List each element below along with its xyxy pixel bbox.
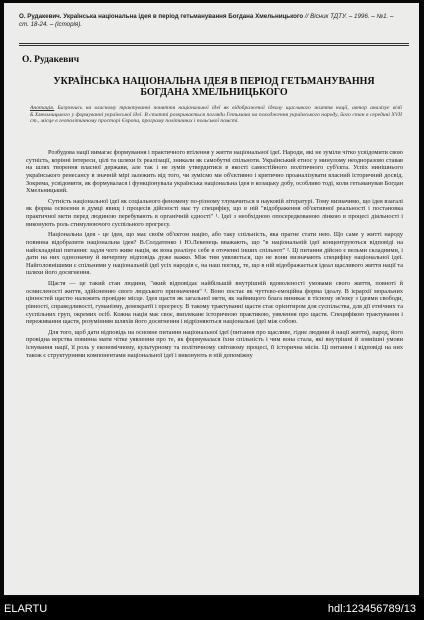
footer-handle[interactable]: hdl:123456789/13 [327,603,416,615]
header-rule-bottom [19,45,409,46]
citation-journal: // Вісник ТДТУ. – 1996. – №1. – ст. 18-24. – (історія). [19,13,394,28]
article-title: УКРАЇНСЬКА НАЦІОНАЛЬНА ІДЕЯ В ПЕРІОД ГЕТЬМАНУВАННЯ БОГДАНА ХМЕЛЬНИЦЬКОГО [53,76,375,98]
citation-header [19,13,404,29]
header-rule-top [19,43,409,44]
footer-repository-name: ELARTU [4,603,48,615]
body-paragraph: Сутність національної ідеї як соціального феномену по-різному тлумачиться в науковій літературі. Тому визначимо, що ідея взагалі як форма освоєння в думці явищ і процесів дійсності має ту специфіку, що в ній "відображення об'єктивної реальності і постановка практичної мети перед людиною перебувають в органічній єдності" ¹. Ідеї з необхідною опосередкованою лінкою в процесі діяльності і виконують роль стимулюючого суспільного прогресу. [26,197,403,228]
body-paragraph: Розбудова нації вимагає формування і практичного втілення у життя національної ідеї. Народи, які не зуміли чітко усвідомити свою сутність, корінні інтереси, цілі та шляхи їх реалізації, зникали як самобутні спільноти. Український етнос у минулому неодноразово ставав на шлях творення власної держави, але так і не зумів утвердитися в якості самостійного політичного суб'єкта. Успіх нинішнього українського ренесансу в значній мірі залежить від того, чи зумісмо ми об'єктивно і критично проаналізувати власний історичний досвід. Зокрема, усвідомити, як формувалася і функціонувала українська національна ідея в козацьку добу, особливо тоді, коли гетьманував Богдан Хмельницький. [26,149,403,195]
author-name: О. Рудакевич [22,55,80,65]
abstract-label: Анотація. [30,105,55,111]
article-body [26,149,403,362]
abstract [30,105,402,125]
body-paragraph: Щастя — це такий стан людини, "який відповідає найбільшій внутрішній вдоволеності умовами свого життя, повноті й осмисленості життя, здійсненню свого людського призначення" ³. Воно постає як чуттєво-емоційна форма ідеалу. В ієрархії моральних цінностей щастю належить провідне місце. Ідея щастя як загальної мети, як найвищого блага виникає в тісному зв'язку з ідеями свободи, рівності, справедливості, гуманізму, демократії і прогресу. В такому трактуванні щастя стає орієнтиром для суспільства, для дії етнічних та суспільних груп, окремих осіб. Кожна нація має своє, виплекане історичною практикою, уявлення про щастя. Специфікою трактування і переживання щастя, розумінням шляхів його досягнення і відрізняються національні ідеї між собою. [26,280,403,326]
body-paragraph: Для того, щоб дати відповідь на основне питання національної ідеї (питання про щасливе, гідне людини й нації життя), народ, його провідна верства повинна мати чітке уявлення про те, як формувалася їхня спільність і чим вона стала, які внутрішні й зовнішні умови існування нації, її роль у економічному, культурному та політичному світовому процесі, її історична місія. Ці питання і відповіді на них також є структурними компонентами національної ідеї і виконують в ній допоміжну [26,328,403,359]
body-paragraph: Національна ідея - це ідея, що має своїм об'єктом націю, або таку спільність, яка прагне стати нею. Що саме у житті народу повинна відобразити національна ідея? В.Солдатенко і Ю.Левенець вважають, що "в національній ідеї концентруються відповіді на найскладніші питання: задля чого живе нація, як вона реалізує себе в оточенні інших спільнот" ². Ці питання дійсно є вельми складними, і дати на них однозначну й вичерпну відповідь дуже важко. Між тим уявляється, що не вони визначають специфіку національної ідеї. Найголовнішими є спільними у національній ідеї усіх народів є, на наш погляд, те, що в ній відображається ідеал щасливого життя нації та шляхи його досягнення. [26,231,403,277]
document-page [4,3,419,595]
citation-article: Українська національна ідея в період гетьманування Богдана Хмельницького [63,13,304,20]
abstract-text: Базуючись на власному трактуванні поняття національної ідеї як відображеної ідеалу щасливого життя нації, автор аналізує візії Б.Хмельницького у формуванні української ідеї. В статті розкривається погляди Гетьмана на походження українського народу, його стан в середині XVII ст., місце в геополітичному просторі Європи, програму політичних і польської помсті. [30,105,402,125]
citation-author: О. Рудакевич. [19,13,62,20]
